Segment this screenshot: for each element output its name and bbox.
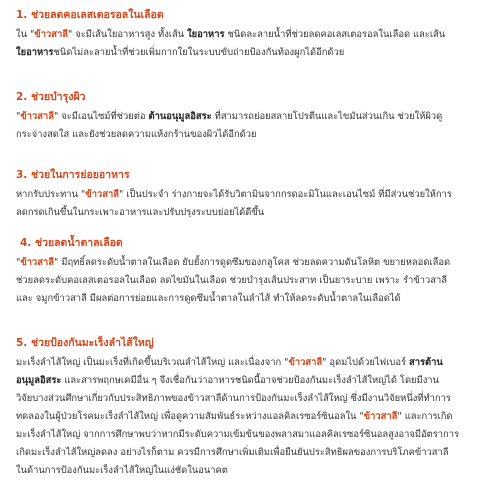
text-line: และ จมูกข้าวสาลี มีผลต่อการย่อยและการดูดซึมน้ำตาลในลำไส้ ทำให้ลดระดับน้ำตาลในเลือดได้ <box>16 293 401 304</box>
bold-term: สารต้าน <box>409 357 443 368</box>
highlight-term: ข้าวสาลี <box>20 257 54 268</box>
text-line: ลดกรดเกินขึ้นในกระเพาะอาหารและปรับปรุงระบบย่อยได้ดีขึ้น <box>16 207 265 218</box>
section-heading: 1. ช่วยลดคอเลสเตอรอลในเลือด <box>16 9 164 21</box>
text-line: กระจ่างสดใส และยังช่วยลดความแห้งกร้านของผิวได้อีกด้วย <box>16 129 257 140</box>
text-line: ช่วยลดระดับคอเลสเตอรอลในเลือด ลดไขมันในเลือด ช่วยบำรุงเส้นประสาท เป็นยาระบาย เพราะ รำข้าวสาลี <box>16 275 447 286</box>
section-heading: 5. ช่วยป้องกันมะเร็งลำไส้ใหญ่ <box>16 337 154 349</box>
section-cholesterol <box>16 8 500 62</box>
section-heading: 2. ช่วยบำรุงผิว <box>16 91 86 103</box>
highlight-term: ข้าวสาลี <box>363 411 398 422</box>
text-line: ทดลองในผู้ป่วยโรคมะเร็งลำไส้ใหญ่ เพื่อดูความสัมพันธ์ระหว่างแอลคิลเรซอร์ซินอลใน "ข้าวสาลี" และการเกิด <box>16 411 453 422</box>
bold-term: ใยอาหาร <box>16 47 54 58</box>
section-heading: 4. ช่วยลดน้ำตาลเลือด <box>20 237 123 249</box>
text-line: มะเร็งลำไส้ใหญ่ เป็นมะเร็งที่เกิดขึ้นบริเวณลำไส้ใหญ่ และเนื่องจาก "ข้าวสาลี" อุดมไปด้วยไฟเบอร์ สารต้าน <box>16 357 443 368</box>
text-line: "ข้าวสาลี" จะมีเอนไซม์ที่ช่วยต่อ ต้านอนุมูลอิสระ ที่สามารถย่อยสลายโปรตีนและไขมันส่วนเกิน ช่วยให้ผิวดู <box>16 111 443 122</box>
highlight-term: ข้าวสาลี <box>34 29 68 40</box>
text-line: มะเร็งลำไส้ใหญ่ จากการศึกษาพบว่าหากมีระดับความเข้มข้นของพลาสมาแอลคิลเรซอร์ซินอลสูงอาจมีอัตราการ <box>16 429 460 440</box>
section-text <box>16 354 496 480</box>
highlight-term: ข้าวสาลี <box>85 189 119 200</box>
section-heading: 3. ช่วยในการย่อยอาหาร <box>16 169 130 181</box>
highlight-term: ข้าวสาลี <box>20 111 54 122</box>
highlight-term: ข้าวสาลี <box>288 357 323 368</box>
text-line: วิจัยบางส่วนศึกษาเกี่ยวกับประสิทธิภาพของข้าวสาลีด้านการป้องกันมะเร็งลำไส้ใหญ่ ซึ่งมีงานวิจัยหนึ่งที่ทำการ <box>16 393 451 404</box>
bold-term: ใยอาหาร <box>187 29 225 40</box>
section-text <box>16 186 496 222</box>
section-text <box>16 108 496 144</box>
section-blood-sugar <box>16 236 500 308</box>
bold-term: ต้านอนุมูลอิสระ <box>148 111 212 122</box>
section-text <box>16 26 496 62</box>
text-line: "ข้าวสาลี" มีฤทธิ์ลดระดับน้ำตาลในเลือด ยับยั้งการดูดซึมของกลูโคส ช่วยลดความดันโลหิต ขยายหลอดเลือด <box>16 257 451 268</box>
text-line: ในด้านการป้องกันมะเร็งลำไส้ใหญ่ในแง่ชัดในอนาคต <box>16 465 228 476</box>
section-text <box>16 254 496 308</box>
text-line: หากรับประทาน "ข้าวสาลี" เป็นประจำ ร่างกายจะได้รับวิตามินจากกรดอะมิโนและเอนไซม์ ที่มีส่วนช่วยให้การ <box>16 189 452 200</box>
section-skin <box>16 90 500 144</box>
text-line: ใน "ข้าวสาลี" จะมีเส้นใยอาหารสูง ทั้งเส้น ใยอาหาร ชนิดละลายน้ำที่ช่วยลดคอเลสเตอรอลในเลือด และเส้น <box>16 29 446 40</box>
text-line: อนุมูลอิสระ และสารพฤกษเคมีอื่น ๆ จึงเชื่อกันว่าอาหารชนิดนี้อาจช่วยป้องกันมะเร็งลำไส้ใหญ่ได้ โดยมีงาน <box>16 375 439 386</box>
section-digestion <box>16 168 500 222</box>
bold-term: อนุมูลอิสระ <box>16 375 62 386</box>
section-colon-cancer <box>16 336 500 480</box>
text-line: เกิดมะเร็งลำไส้ใหญ่ลดลง อย่างไรก็ตาม ควรมีการศึกษาเพิ่มเติมเพื่อยืนยันประสิทธิผลของการบริโภคข้าวสาลี <box>16 447 449 458</box>
text-line: ใยอาหารชนิดไม่ละลายน้ำที่ช่วยเพิ่มกากใยในระบบขับถ่ายป้องกันท้องผูกได้อีกด้วย <box>16 47 345 58</box>
